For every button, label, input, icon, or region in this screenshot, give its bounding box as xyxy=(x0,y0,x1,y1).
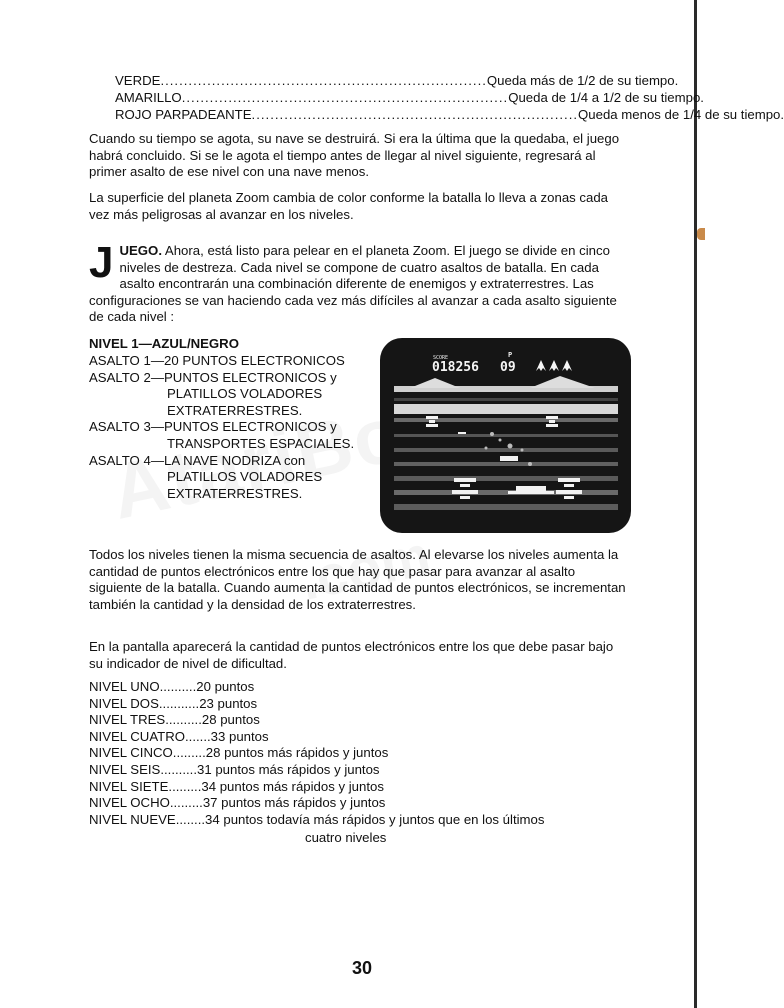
level-name: NIVEL SEIS xyxy=(89,762,161,777)
page-number: 30 xyxy=(352,958,373,978)
paragraph-levels: Todos los niveles tienen la misma secuencia de asaltos. Al elevarse los niveles aumenta la cantidad de puntos electrónicos entre los que hay que pasar para avanzar al asalto siguiente de la batalla. Cuando aumenta la cantidad de puntos electrónicos, se incrementan también la cantidad y la densidad de los extraterrestres. xyxy=(89,547,626,612)
binding-tab xyxy=(697,228,705,240)
leader-dots: ....... xyxy=(185,728,211,744)
level-points: 31 puntos más rápidos y juntos xyxy=(196,762,380,777)
game-screenshot xyxy=(380,338,631,533)
color-label: VERDE xyxy=(115,73,161,88)
level-name: NIVEL NUEVE xyxy=(89,811,176,827)
round-line: EXTRATERRESTRES. xyxy=(167,402,303,418)
level-row xyxy=(89,679,254,696)
level-points: 23 puntos xyxy=(199,695,258,711)
drop-cap: J xyxy=(89,238,114,287)
level-points: 37 puntos más rápidos y juntos xyxy=(202,795,386,811)
paragraph-time: Cuando su tiempo se agota, su nave se destruirá. Si era la última que la quedaba, el juego habrá concluido. Si se le agota el tiempo antes de llegar al nivel siguiente, regresará al primer asalto de ese nivel con una nave menos. xyxy=(89,131,620,180)
score-label: SCORE xyxy=(433,355,449,361)
ship-life-icon xyxy=(536,360,546,371)
round-line: ASALTO 2—PUNTOS ELECTRONICOS y xyxy=(89,369,337,385)
color-description: Queda de 1/4 a 1/2 de su tiempo. xyxy=(508,90,704,105)
level-row xyxy=(89,712,260,729)
level-row xyxy=(89,729,269,746)
game-screen-graphic xyxy=(380,338,631,533)
round-line: ASALTO 1—20 PUNTOS ELECTRONICOS xyxy=(89,353,345,368)
round-line: PLATILLOS VOLADORES xyxy=(167,386,323,402)
leader-dots: ........... xyxy=(158,695,200,711)
level-value: 09 xyxy=(500,360,516,375)
ships-remaining xyxy=(536,360,572,371)
level-name: NIVEL SIETE xyxy=(89,778,169,794)
color-label: AMARILLO xyxy=(115,90,182,105)
score-value: 018256 xyxy=(432,360,479,375)
enemy-ships xyxy=(426,416,582,499)
mountain xyxy=(410,378,460,388)
level-points: 34 puntos todavía más rápidos y juntos que en los últimos xyxy=(205,811,545,827)
level-points: 28 puntos más rápidos y juntos xyxy=(205,745,389,761)
leader-dots: ......... xyxy=(169,795,203,811)
color-row-red xyxy=(115,107,784,124)
page-binding-edge xyxy=(694,0,697,1008)
level-points: 33 puntos xyxy=(210,728,269,744)
levels-tail: cuatro niveles xyxy=(305,830,387,845)
paragraph-surface: La superficie del planeta Zoom cambia de color conforme la batalla lo lleva a zonas cada vez más peligrosas al avanzar en los niveles. xyxy=(89,190,609,222)
level-row xyxy=(89,745,388,762)
level-points: 34 puntos más rápidos y juntos xyxy=(201,778,384,794)
level-points: 20 puntos xyxy=(196,679,255,694)
color-description: Queda más de 1/2 de su tiempo. xyxy=(486,73,679,88)
level1-title: NIVEL 1—AZUL/NEGRO xyxy=(89,336,239,351)
color-row-yellow xyxy=(115,90,704,107)
leader-dots: ........ xyxy=(175,811,206,827)
level-name: NIVEL DOS xyxy=(89,695,159,711)
level-points: 28 puntos xyxy=(201,712,260,728)
color-description: Queda menos de 1/4 de su tiempo. xyxy=(578,107,784,122)
level-name: NIVEL CINCO xyxy=(89,745,173,761)
round-line: ASALTO 3—PUNTOS ELECTRONICOS y xyxy=(89,419,337,435)
level-name: NIVEL TRES xyxy=(89,712,166,728)
level-name: NIVEL OCHO xyxy=(89,795,170,811)
round-line: EXTRATERRESTRES. xyxy=(167,485,303,501)
round-line: TRANSPORTES ESPACIALES. xyxy=(167,436,355,451)
ground-stripes xyxy=(394,386,618,510)
leader-dots: .......... xyxy=(160,762,197,777)
leader-dots: ......... xyxy=(168,778,202,794)
leader-dots: ...................................................................... xyxy=(251,107,579,122)
paragraph-display: En la pantalla aparecerá la cantidad de puntos electrónicos entre los que debe pasar bajo su indicador de nivel de dificultad. xyxy=(89,639,614,671)
level-row xyxy=(89,795,385,812)
leader-dots: .......... xyxy=(159,679,197,694)
round-line: ASALTO 4—LA NAVE NODRIZA con xyxy=(89,452,306,468)
round-line: PLATILLOS VOLADORES xyxy=(167,469,323,485)
leader-dots: .......... xyxy=(165,712,202,728)
level-row xyxy=(89,812,544,829)
color-row-green xyxy=(115,73,679,90)
leader-dots: ......... xyxy=(172,745,206,761)
ship-life-icon xyxy=(549,360,559,371)
ship-life-icon xyxy=(562,360,572,371)
level-name: NIVEL CUATRO xyxy=(89,728,185,744)
level-row xyxy=(89,779,384,796)
level-row xyxy=(89,762,380,779)
game-section xyxy=(89,238,629,326)
level-name: NIVEL UNO xyxy=(89,679,160,694)
leader-dots: ...................................................................... xyxy=(181,90,509,105)
level-row xyxy=(89,696,257,713)
mountain xyxy=(530,376,595,388)
game-text: Ahora, está listo para pelear en el planeta Zoom. El juego se divide en cinco niveles de destreza. Cada nivel se compone de cuatro asaltos de batalla. En cada asalto encontrarán una combinación diferente de enemigos y extraterrestres. Las configuraciones se van haciendo cada vez más difíciles al avanzar a cada asalto siguiente de cada nivel : xyxy=(89,243,617,325)
color-label: ROJO PARPADEANTE xyxy=(115,107,252,122)
leader-dots: ...................................................................... xyxy=(160,73,487,88)
game-heading: UEGO. xyxy=(119,243,162,258)
level-marker: P xyxy=(508,351,513,359)
